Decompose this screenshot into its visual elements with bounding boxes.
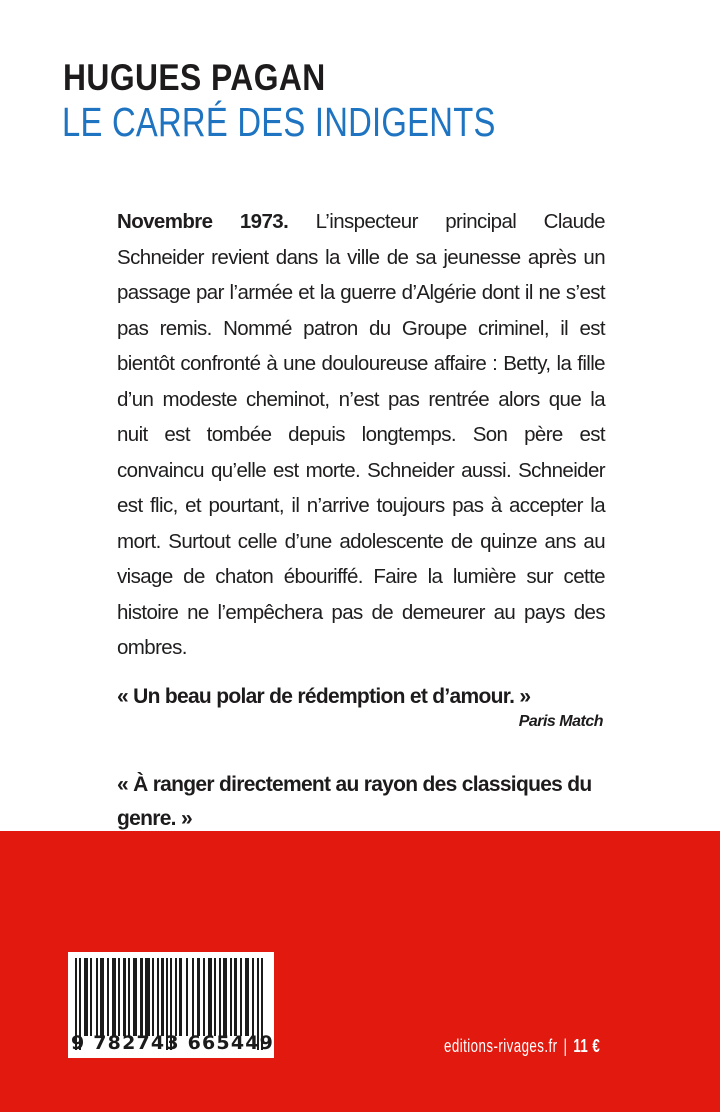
isbn-barcode	[68, 952, 274, 1058]
blurb-body: L’inspecteur principal Claude Schneider revient dans la ville de sa jeunesse après un passage par l’armée et la guerre d’Algérie dont il ne s’est pas remis. Nommé patron du Groupe criminel, il est bientôt confronté à une douloureuse affaire : Betty, la fille d’un modeste cheminot, n’est pas rentrée alors que la nuit est tombée depuis longtemps. Son père est convaincu qu’elle est morte. Schneider aussi. Schneider est flic, et pourtant, il n’arrive toujours pas à accepter la mort. Surtout celle d’une adolescente de quinze ans au visage de chaton ébouriffé. Faire la lumière sur cette histoire ne l’empêchera pas de demeurer au pays des ombres.	[117, 210, 605, 659]
press-quote-source: Paris Match	[518, 713, 603, 730]
publisher-info	[444, 1036, 600, 1057]
blurb-paragraph	[117, 204, 605, 666]
author-name: HUGUES PAGAN	[63, 57, 326, 98]
press-quote-1: « Un beau polar de rédemption et d’amour. »	[117, 685, 531, 708]
press-quote-2: « À ranger directement au rayon des classiques du genre. »	[117, 773, 592, 830]
isbn-digits: 9 782743 665449	[71, 1032, 275, 1054]
price: 11 €	[573, 1036, 601, 1056]
book-title: LE CARRÉ DES INDIGENTS	[62, 99, 496, 145]
separator: |	[563, 1036, 568, 1056]
publisher-website-link[interactable]: editions-rivages.fr	[444, 1036, 558, 1056]
blurb-lead: Novembre 1973.	[117, 210, 289, 233]
